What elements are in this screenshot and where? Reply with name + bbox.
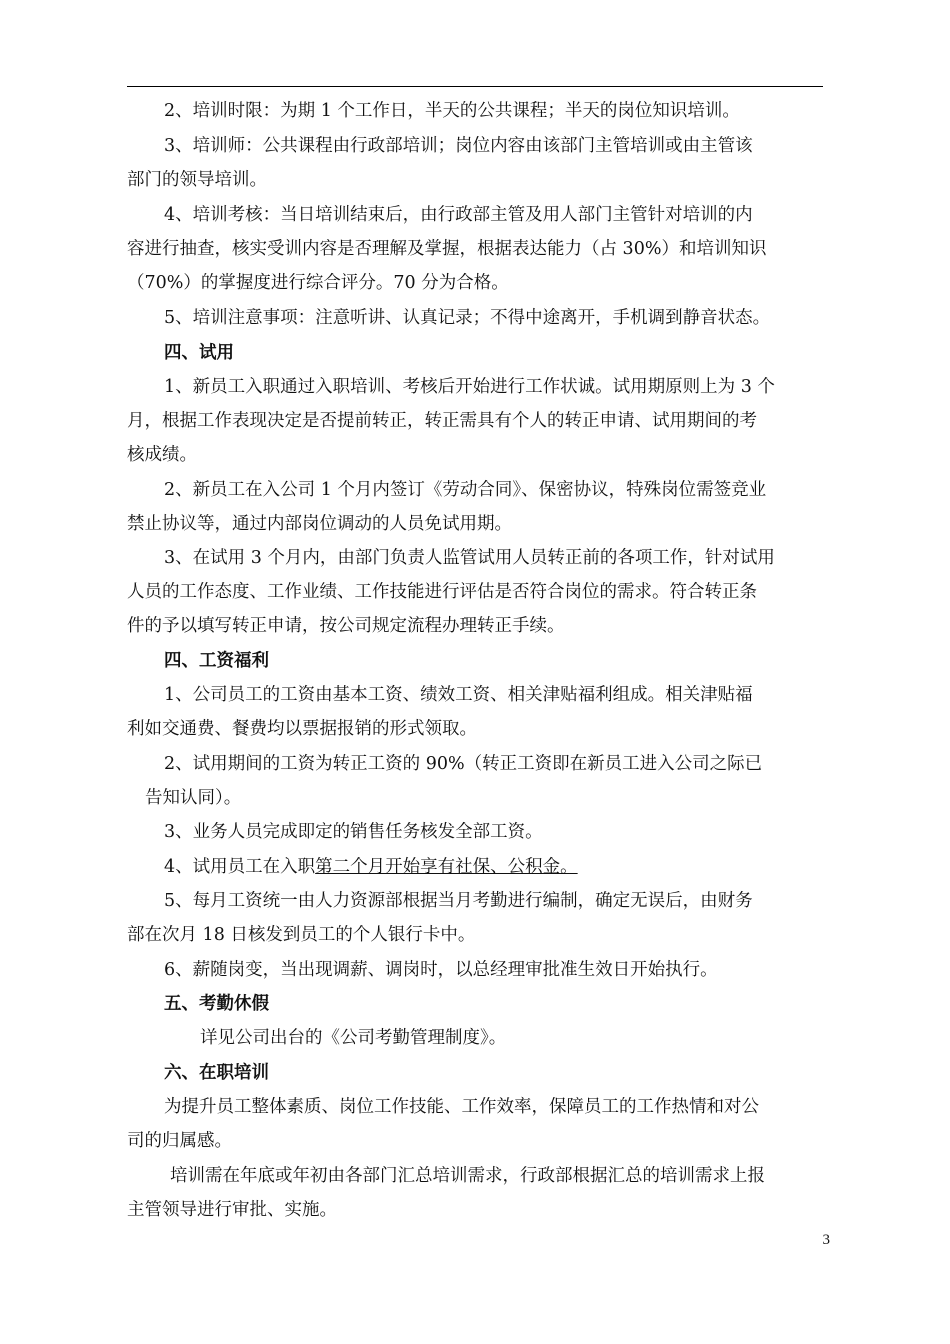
text-segment: 4、试用员工在入职 [164, 857, 316, 877]
paragraph-line: 4、培训考核：当日培训结束后，由行政部主管及用人部门主管针对培训的内 [164, 205, 753, 225]
page-number: 3 [822, 1232, 830, 1248]
paragraph-line: 培训需在年底或年初由各部门汇总培训需求，行政部根据汇总的培训需求上报 [170, 1166, 765, 1186]
underlined-text: 第二个月开始享有社保、公积金。 [315, 857, 578, 877]
paragraph-line: 2、新员工在入公司 1 个月内签订《劳动合同》、保密协议，特殊岗位需签竞业 [164, 480, 767, 500]
paragraph-line: 禁止协议等，通过内部岗位调动的人员免试用期。 [127, 514, 512, 534]
paragraph-line: 核成绩。 [127, 445, 197, 465]
paragraph-line: 详见公司出台的《公司考勤管理制度》。 [200, 1028, 507, 1048]
section-heading: 四、工资福利 [164, 651, 269, 671]
paragraph-line: 6、薪随岗变，当出现调薪、调岗时，以总经理审批准生效日开始执行。 [164, 960, 718, 980]
paragraph-line: 月，根据工作表现决定是否提前转正，转正需具有个人的转正申请、试用期间的考 [127, 411, 757, 431]
section-heading: 四、试用 [164, 343, 234, 363]
paragraph-line: 部在次月 18 日核发到员工的个人银行卡中。 [127, 925, 476, 945]
paragraph-line: 5、培训注意事项：注意听讲、认真记录；不得中途离开，手机调到静音状态。 [164, 308, 771, 328]
paragraph-line: 利如交通费、餐费均以票据报销的形式领取。 [127, 719, 477, 739]
paragraph-line: 1、新员工入职通过入职培训、考核后开始进行工作状诚。试用期原则上为 3 个 [164, 377, 775, 397]
paragraph-line: 3、业务人员完成即定的销售任务核发全部工资。 [164, 822, 543, 842]
paragraph-line: 件的予以填写转正申请，按公司规定流程办理转正手续。 [127, 616, 565, 636]
paragraph-line: 1、公司员工的工资由基本工资、绩效工资、相关津贴福利组成。相关津贴福 [164, 685, 753, 705]
paragraph-line: （70%）的掌握度进行综合评分。70 分为合格。 [127, 273, 509, 293]
section-heading: 六、在职培训 [164, 1063, 269, 1083]
paragraph-line: 司的归属感。 [127, 1131, 232, 1151]
header-rule [127, 86, 823, 87]
paragraph-line: 为提升员工整体素质、岗位工作技能、工作效率，保障员工的工作热情和对公 [164, 1097, 759, 1117]
paragraph-line: 人员的工作态度、工作业绩、工作技能进行评估是否符合岗位的需求。符合转正条 [127, 582, 757, 602]
paragraph-line: 2、试用期间的工资为转正工资的 90%（转正工资即在新员工进入公司之际已 [164, 754, 763, 774]
paragraph-line: 3、培训师：公共课程由行政部培训；岗位内容由该部门主管培训或由主管该 [164, 136, 753, 156]
section-heading: 五、考勤休假 [164, 994, 269, 1014]
paragraph-line: 5、每月工资统一由人力资源部根据当月考勤进行编制，确定无误后，由财务 [164, 891, 753, 911]
paragraph-line: 2、培训时限：为期 1 个工作日，半天的公共课程；半天的岗位知识培训。 [164, 101, 740, 121]
paragraph-line: 容进行抽查，核实受训内容是否理解及掌握，根据表达能力（占 30%）和培训知识 [127, 239, 767, 259]
paragraph-line: 主管领导进行审批、实施。 [127, 1200, 337, 1220]
paragraph-line [127, 855, 823, 879]
paragraph-line: 告知认同）。 [145, 788, 242, 808]
paragraph-line: 部门的领导培训。 [127, 170, 267, 190]
paragraph-line: 3、在试用 3 个月内，由部门负责人监管试用人员转正前的各项工作，针对试用 [164, 548, 775, 568]
